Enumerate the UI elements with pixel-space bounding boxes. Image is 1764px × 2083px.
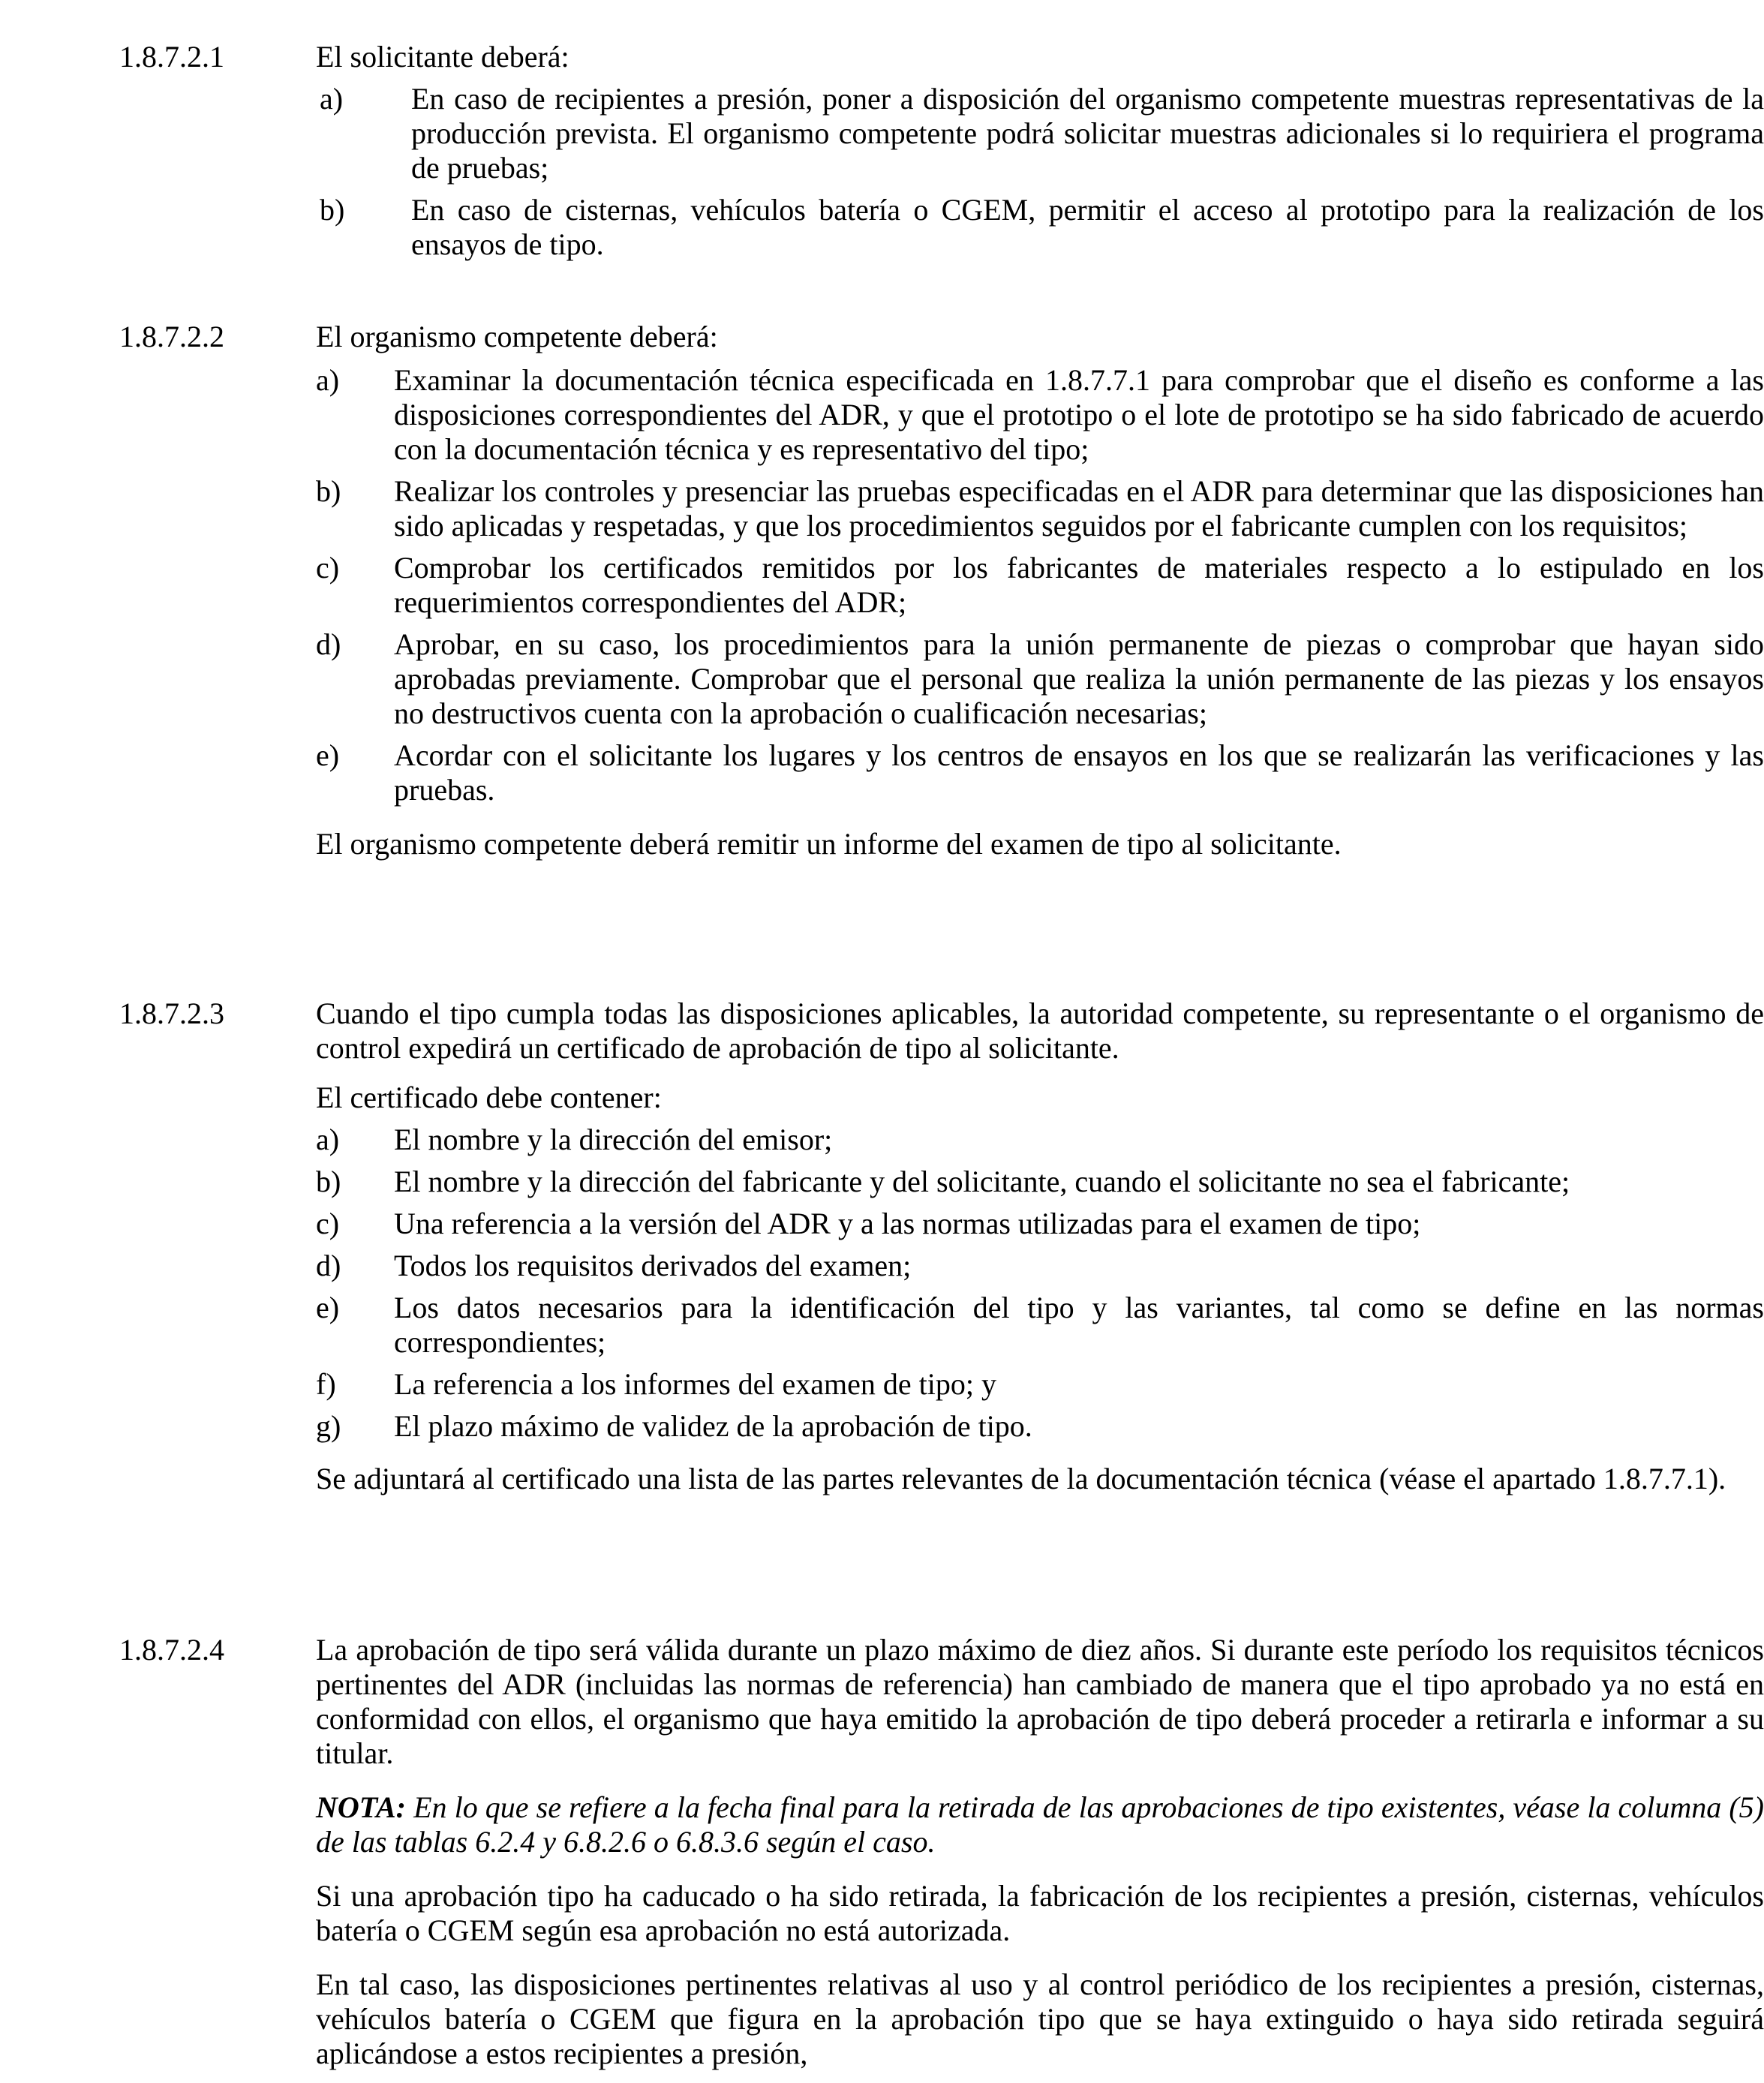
item-text: El nombre y la dirección del emisor; [394, 1123, 833, 1156]
note-text: En lo que se refiere a la fecha final para la retirada de las aprobaciones de tipo existentes, véase la columna (5) de las tablas 6.2.4 y 6.8.2.6 o 6.8.3.6 según el caso. [316, 1790, 1764, 1859]
item-marker: g) [316, 1409, 341, 1443]
section-number: 1.8.7.2.4 [119, 1633, 224, 1667]
item-text: Aprobar, en su caso, los procedimientos para la unión permanente de piezas o comprobar que hayan sido aprobadas previamente. Comprobar que el personal que realiza la unión permanente de las piezas y los ensayos no destructivos cuenta con la aprobación o cualificación necesarias; [394, 627, 1764, 730]
section-closing: El organismo competente deberá remitir un informe del examen de tipo al solicitante. [316, 827, 1342, 861]
item-marker: d) [316, 627, 341, 661]
section-number: 1.8.7.2.2 [119, 320, 224, 353]
section-paragraph: En tal caso, las disposiciones pertinentes relativas al uso y al control periódico de los recipientes a presión, cisternas, vehículos batería o CGEM que figura en la aprobación tipo que se haya extinguido o haya sido retirada seguirá aplicándose a estos recipientes a presión, [316, 1967, 1764, 2070]
item-marker: e) [316, 1291, 340, 1324]
section-intro: El solicitante deberá: [316, 40, 569, 74]
section-1-8-7-2-1 [0, 40, 1764, 262]
list-item [316, 1291, 1764, 1360]
item-text: Comprobar los certificados remitidos por los fabricantes de materiales respecto a lo estipulado en los requerimientos correspondientes del ADR; [394, 551, 1764, 619]
item-marker: a) [316, 363, 340, 397]
list-item [316, 627, 1764, 731]
item-marker: a) [320, 82, 344, 116]
section-1-8-7-2-4 [0, 1633, 1764, 2071]
item-marker: c) [316, 551, 340, 585]
item-list [316, 363, 1764, 807]
item-marker: b) [316, 474, 341, 508]
item-text: En caso de recipientes a presión, poner a disposición del organismo competente muestras representativas de la producción prevista. El organismo competente podrá solicitar muestras adicionales si lo requiriera el programa de pruebas; [411, 82, 1764, 185]
list-item [316, 551, 1764, 620]
section-1-8-7-2-2 [0, 320, 1764, 861]
section-closing: Se adjuntará al certificado una lista de las partes relevantes de la documentación técnica (véase el apartado 1.8.7.7.1). [316, 1462, 1726, 1495]
list-item [320, 193, 1764, 262]
section-1-8-7-2-3 [0, 996, 1764, 1496]
item-list [316, 82, 1764, 262]
list-item [316, 1409, 1764, 1444]
item-text: El nombre y la dirección del fabricante y del solicitante, cuando el solicitante no sea el fabricante; [394, 1165, 1570, 1198]
item-marker: d) [316, 1249, 341, 1282]
item-text: El plazo máximo de validez de la aprobación de tipo. [394, 1409, 1032, 1443]
section-note [316, 1790, 1764, 1859]
list-item [316, 1123, 1764, 1157]
list-item [316, 1367, 1764, 1402]
list-item [316, 1207, 1764, 1241]
section-lead: El certificado debe contener: [316, 1081, 662, 1114]
item-marker: f) [316, 1367, 336, 1401]
item-marker: c) [316, 1207, 340, 1240]
item-list [316, 1123, 1764, 1444]
section-intro: La aprobación de tipo será válida durante un plazo máximo de diez años. Si durante este período los requisitos técnicos pertinentes del ADR (incluidas las normas de referencia) han cambiado de manera que el tipo aprobado ya no está en conformidad con ellos, el organismo que haya emitido la aprobación de tipo deberá proceder a retirarla e informar a su titular. [316, 1633, 1764, 1770]
item-text: Todos los requisitos derivados del examen; [394, 1249, 912, 1282]
item-marker: a) [316, 1123, 340, 1156]
section-number: 1.8.7.2.1 [119, 40, 224, 74]
item-marker: b) [316, 1165, 341, 1198]
item-text: Los datos necesarios para la identificación del tipo y las variantes, tal como se define en las normas correspondientes; [394, 1291, 1764, 1359]
item-text: Examinar la documentación técnica especificada en 1.8.7.7.1 para comprobar que el diseño es conforme a las disposiciones correspondientes del ADR, y que el prototipo o el lote de prototipo se ha sido fabricado de acuerdo con la documentación técnica y es representativo del tipo; [394, 363, 1764, 466]
list-item [320, 82, 1764, 185]
section-paragraph: Si una aprobación tipo ha caducado o ha sido retirada, la fabricación de los recipientes a presión, cisternas, vehículos batería o CGEM según esa aprobación no está autorizada. [316, 1879, 1764, 1947]
list-item [316, 1249, 1764, 1283]
item-text: Acordar con el solicitante los lugares y los centros de ensayos en los que se realizarán las verificaciones y las pruebas. [394, 738, 1764, 807]
list-item [316, 474, 1764, 543]
list-item [316, 1165, 1764, 1199]
note-label: NOTA: [316, 1790, 406, 1824]
item-text: La referencia a los informes del examen de tipo; y [394, 1367, 996, 1401]
section-intro: El organismo competente deberá: [316, 320, 718, 353]
item-text: Una referencia a la versión del ADR y a las normas utilizadas para el examen de tipo; [394, 1207, 1421, 1240]
item-marker: b) [320, 193, 345, 227]
item-marker: e) [316, 738, 340, 772]
list-item [316, 363, 1764, 467]
section-intro: Cuando el tipo cumpla todas las disposiciones aplicables, la autoridad competente, su representante o el organismo de control expedirá un certificado de aprobación de tipo al solicitante. [316, 996, 1764, 1065]
item-text: Realizar los controles y presenciar las pruebas especificadas en el ADR para determinar que las disposiciones han sido aplicadas y respetadas, y que los procedimientos seguidos por el fabricante cumplen con los requisitos; [394, 474, 1764, 543]
section-number: 1.8.7.2.3 [119, 996, 224, 1030]
item-text: En caso de cisternas, vehículos batería o CGEM, permitir el acceso al prototipo para la realización de los ensayos de tipo. [411, 193, 1764, 261]
list-item [316, 738, 1764, 807]
